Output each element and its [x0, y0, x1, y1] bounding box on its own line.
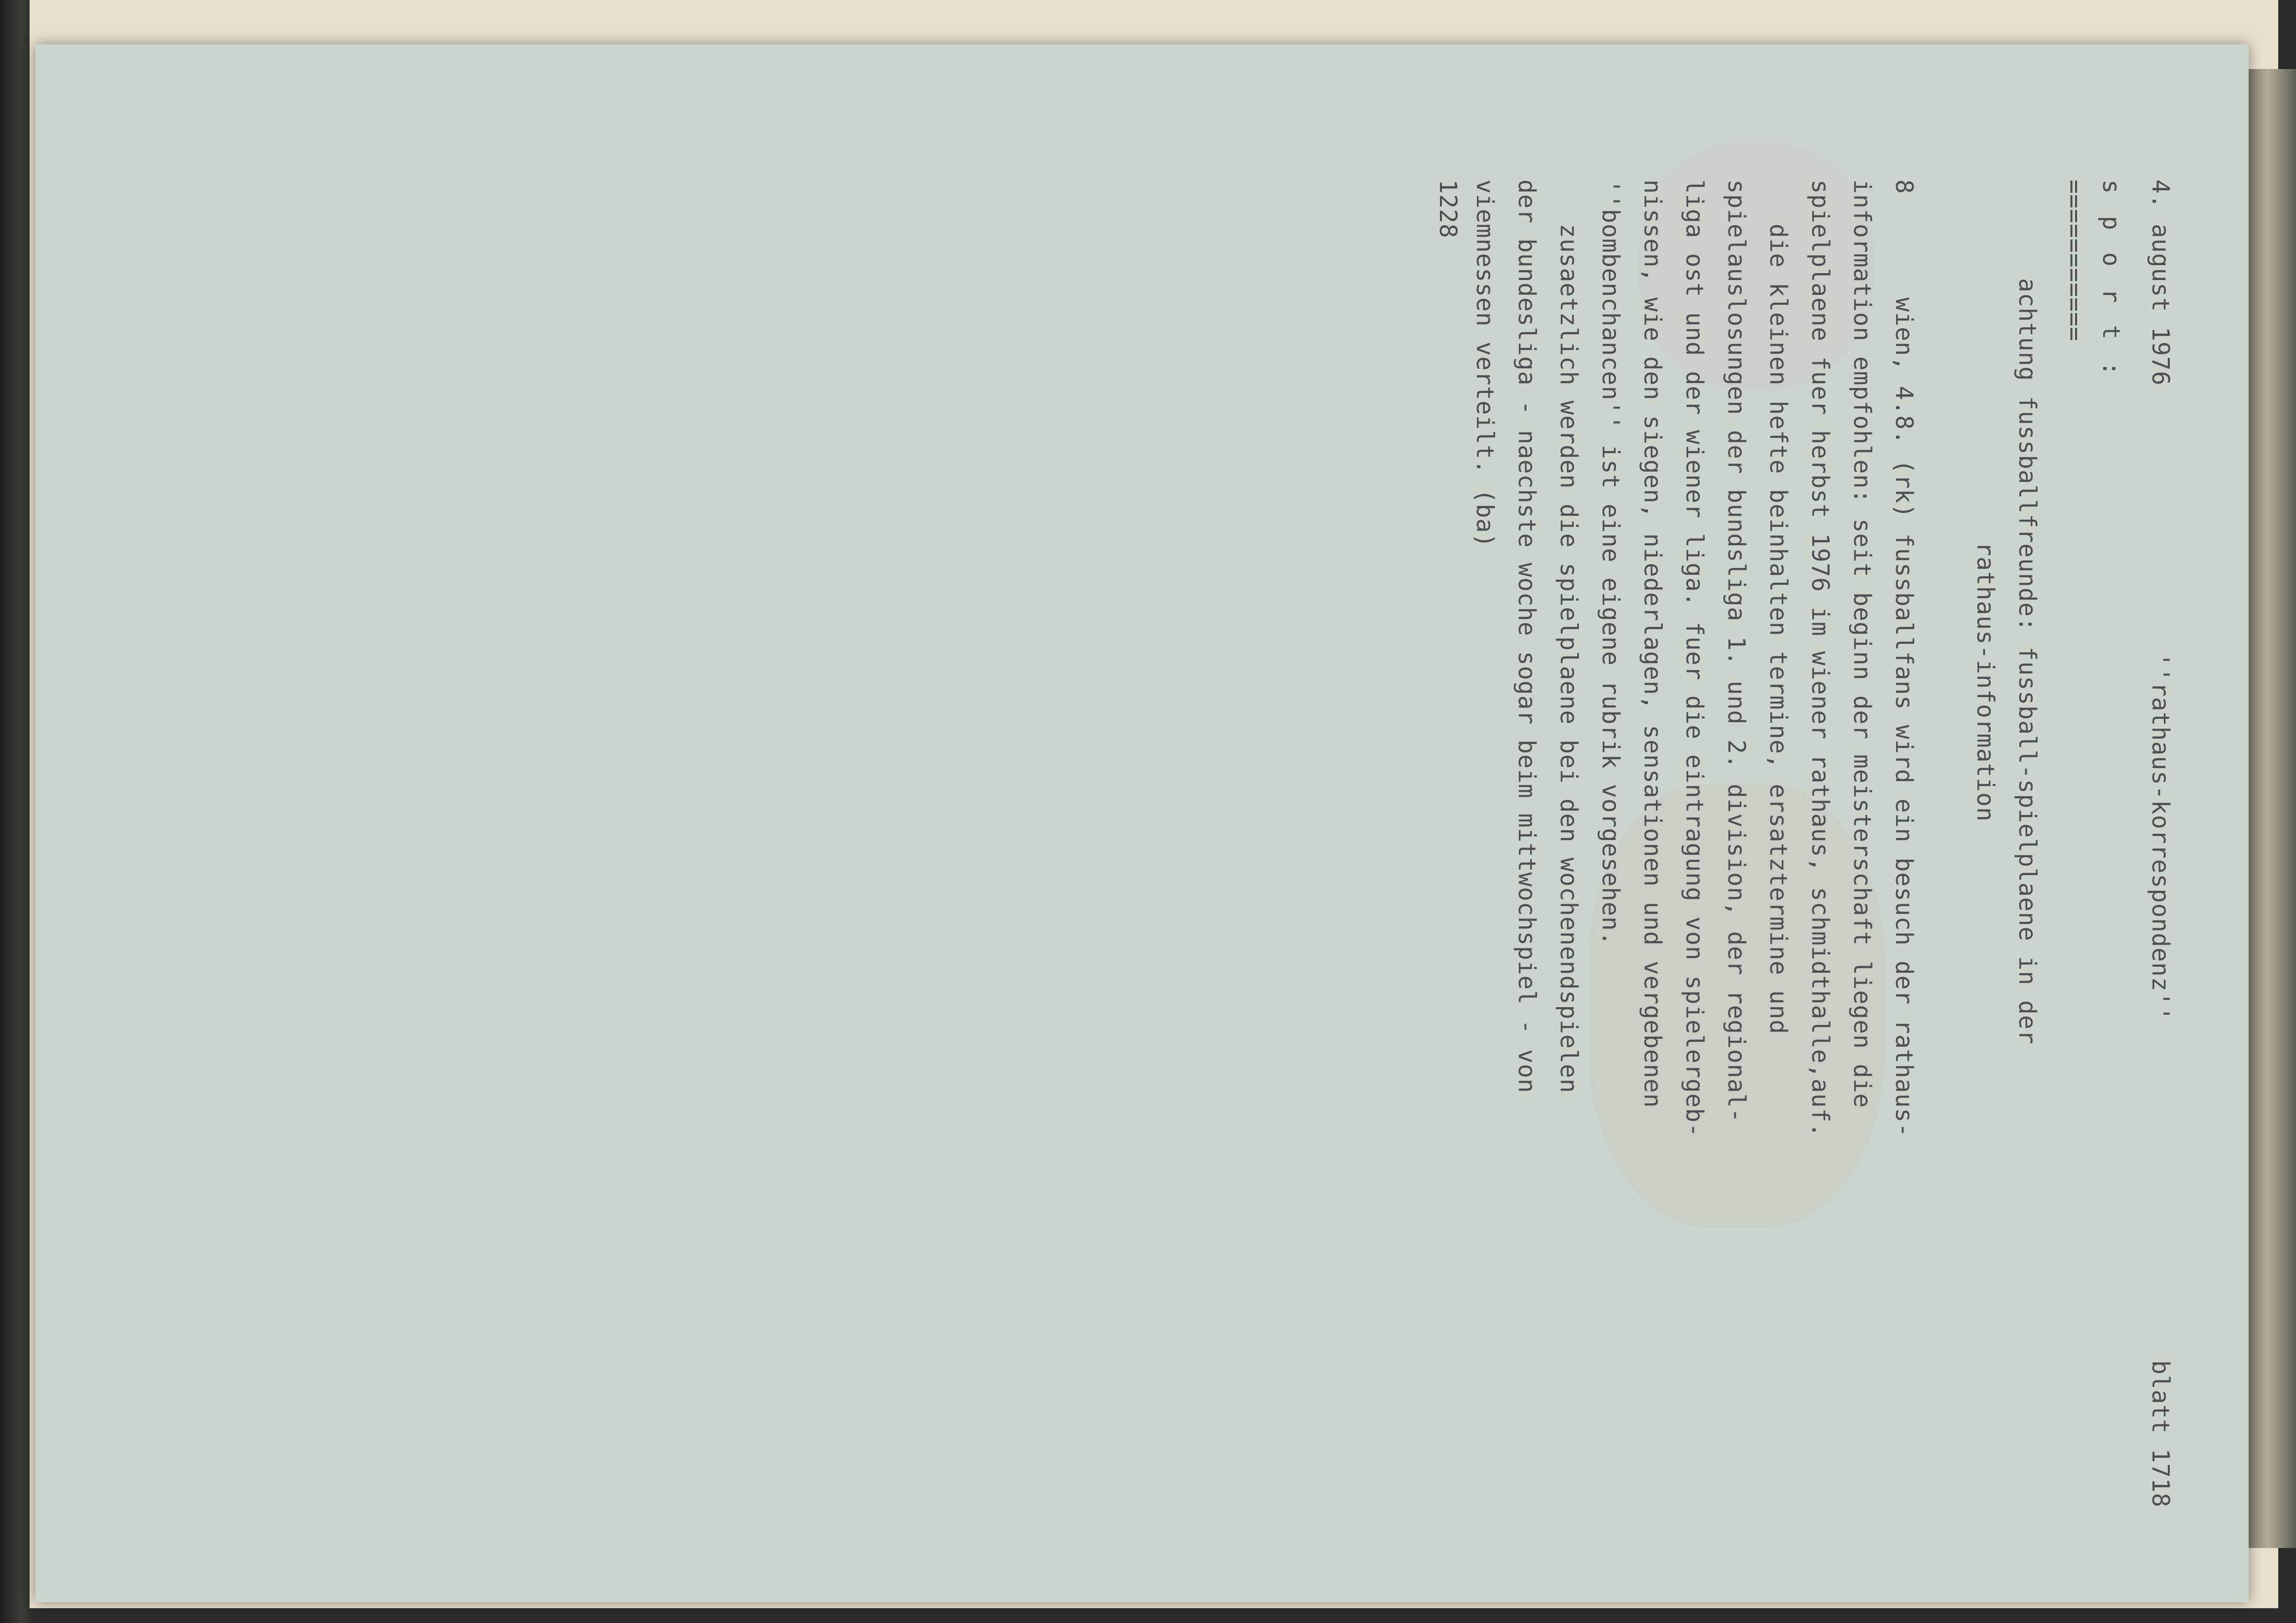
body-line: spielauslosungen der bundsliga 1. und 2. division, der regional- — [1722, 179, 1750, 1123]
body-line: der bundesliga - naechste woche sogar beim mittwochspiel - von — [1513, 179, 1541, 1094]
rotated-text-frame — [1434, 179, 2183, 1511]
reference-number: 1228 — [1434, 179, 1462, 239]
page-number: blatt 1718 — [2147, 1360, 2174, 1508]
body-line: liga ost und der wiener liga. fuer die eintragung von spielergeb- — [1681, 179, 1708, 1138]
body-line: information empfohlen: seit beginn der meisterschaft liegen die — [1848, 179, 1876, 1108]
section-underline: =========== — [2060, 179, 2088, 342]
body-line: die kleinen hefte beinhalten termine, ersatztermine und — [1764, 179, 1792, 1035]
page-stack-edge — [2249, 69, 2296, 1548]
body-line: nissen, wie den siegen, niederlagen, sensationen und vergebenen — [1639, 179, 1666, 1108]
body-line: zusaetzlich werden die spielplaene bei den wochenendspielen — [1555, 179, 1582, 1094]
headline-line-2: rathaus-information — [1972, 542, 1999, 822]
section-title: s p o r t : — [2097, 179, 2125, 380]
date-line: 4. august 1976 — [2147, 179, 2174, 386]
typewritten-page — [36, 44, 2249, 1602]
publication-title: ''rathaus-korrespondenz'' — [2147, 653, 2174, 1022]
body-line: 8 wien, 4.8. (rk) fussballfans wird ein besuch der rathaus- — [1890, 179, 1918, 1138]
body-line: spielplaene fuer herbst 1976 im wiener rathaus, schmidthalle,auf. — [1806, 179, 1834, 1138]
document-text — [1434, 179, 2183, 1511]
body-line: viemnessen verteilt. (ba) — [1471, 179, 1499, 548]
body-line: ''bombenchancen'' ist eine eigene rubrik vorgesehen. — [1597, 179, 1624, 946]
headline-line-1: achtung fussballfreunde: fussball-spielplaene in der — [2013, 278, 2041, 1045]
